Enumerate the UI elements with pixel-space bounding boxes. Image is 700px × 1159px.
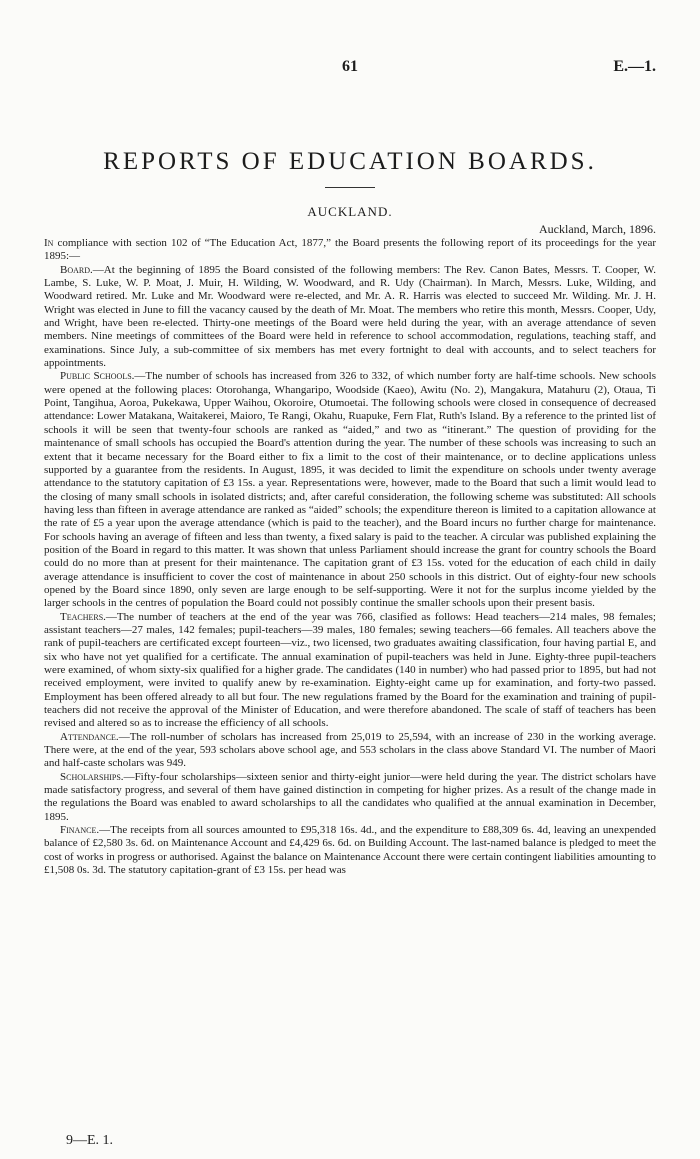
paragraph-heading: Teachers. [60, 610, 106, 623]
paragraph-scholarships [44, 771, 656, 824]
paragraph-text: —At the beginning of 1895 the Board consisted of the following members: The Rev. Canon Bates, Messrs. T. Cooper, W. Lambe, S. Luke, W. P. Moat, J. Muir, H. Wilding, W. Woodward, and R. Udy (Chairman). In March, Messrs. Luke, Wilding, and Woodward retired. Mr. Luke and Mr. Woodward were re-elected, and Mr. A. R. Harris was elected to succeed Mr. Wilding. Mr. J. H. Wright was elected in June to fill the vacancy caused by the death of Mr. Moat. The members who retire this month, Messrs. Cooper, Udy, and Wright, have been re-elected. Thirty-one meetings of the Board were held during the year, with an average attendance of seven members. Nine meetings of committees of the Board were held in reference to school accommodation, regulations, teaching staff, and examinations. Since July, a sub-committee of six members has met every fortnight to deal with accounts, and to select teachers for appointments. [44, 263, 656, 370]
paragraph-heading: Scholarships. [60, 770, 124, 783]
paragraph-heading: Board. [60, 263, 93, 276]
intro-paragraph [44, 237, 656, 264]
section-title: AUCKLAND. [307, 204, 393, 219]
paragraph-text: —The roll-number of scholars has increased from 25,019 to 25,594, with an increase of 230 in the working average. There were, at the end of the year, 593 scholars above school age, and 553 scholars in the class above Standard VI. The number of Maori and half-caste scholars was 949. [44, 730, 656, 770]
dateline: Auckland, March, 1896. [539, 222, 656, 236]
title-rule [325, 187, 375, 188]
paragraph-public-schools [44, 370, 656, 610]
paragraph-text: —The number of teachers at the end of the year was 766, clasified as follows: Head teachers—214 males, 98 females; assistant teachers—27 males, 142 females; pupil-teachers—39 males, 180 females; sewing teachers—66 females. All teachers above the rank of pupil-teachers are certificated except fourteen—viz., two licensed, two graduates awaiting classification, four having partial E, and six who have not yet qualified for a certificate. The annual examination of pupil-teachers was held in June. Eighty-three pupil-teachers were examined, of whom sixty-six qualified for a higher grade. The candidates (140 in number) who had passed prior to 1895, but had not received employment, were invited to qualify anew by re-examination. Eighty-eight came up for examination, and forty-two passed. Employment has been offered already to all but four. The new regulations framed by the Board for the examination and training of pupil-teachers did not receive the approval of the Minister of Education, and were therefore abandoned. The scale of staff of teachers has been revised and altered so as to increase the efficiency of all schools. [44, 610, 656, 730]
page-title: REPORTS OF EDUCATION BOARDS. [103, 148, 597, 175]
paragraph-text: —The receipts from all sources amounted to £95,318 16s. 4d., and the expenditure to £88,309 6s. 4d, leaving an unexpended balance of £2,580 3s. 6d. on Maintenance Account and £4,429 6s. 6d. on Building Account. The last-named balance is pledged to meet the cost of works in progress or authorised. Against the balance on Maintenance Account there were certain contingent liabilities amounting to £1,508 0s. 3d. The statutory capitation-grant of £3 15s. per head was [44, 824, 656, 877]
intro-lead: In [44, 237, 54, 249]
paragraph-attendance [44, 731, 656, 771]
paragraph-finance [44, 824, 656, 877]
paragraph-text: —Fifty-four scholarships—sixteen senior and thirty-eight junior—were held during the year. The district scholars have made satisfactory progress, and several of them have gained distinction in competing for higher prizes. As a result of the change made in the regulations the Board was enabled to award scholarships to all the candidates who qualified at the annual examination in December, 1895. [44, 770, 656, 823]
paragraph-text: —The number of schools has increased from 326 to 332, of which number forty are half-time schools. New schools were opened at the following places: Otorohanga, Whangaripo, Woodside (Kaeo), Awitu (No. 2), Mangakura, Matahuru (2), Otaua, Ti Point, Tangihua, Aoroa, Pukekawa, Upper Waihou, Okoroire, Otumoetai. The following schools were closed in consequence of decreased attendance: Lower Matakana, Waitakerei, Maioro, Te Rangi, Okahu, Ruapuke, Fern Flat, Ruth's Island. By a reference to the printed list of schools it will be seen that twenty-four schools are ranked as “aided,” and two as “itinerant.” The question of providing for the maintenance of small schools has occupied the Board's attention during the year. The number of these schools was increasing to such an extent that it became necessary for the Board either to fix a limit to the cost of their maintenance, or to decline applications unless supported by a guarantee from the residents. In August, 1895, it was decided to limit the expenditure on schools under twenty average attendance to the statutory capitation of £3 15s. a year. Representations were, however, made to the Board that such a limit would lead to the closing of many small schools in isolated districts; and, after careful consideration, the following scheme was substituted: All schools having less than fifteen in average attendance are ranked as “aided” schools; the expenditure thereon is limited to a capitation allowance at the rate of £5 a year upon the average attendance (which is paid to the teacher), and the Board incurs no further charge for maintenance. For schools having an average of fifteen and less than twenty, a fixed salary is paid to the teacher. A circular was published explaining the position of the Board in regard to this matter. It was shown that unless Parliament should increase the grant for country schools the Board could do no more than at present for their maintenance. The capitation grant of £3 15s. voted for the education of each child in daily average attendance is insufficient to cover the cost of maintenance in about 250 schools in this district. Out of eighty-four new schools opened by the Board since 1890, only seven are large enough to be self-supporting. Were it not for the surplus income yielded by the larger schools in the centres of population the Board could not possibly continue the smaller schools upon their present basis. [44, 370, 656, 610]
page-header [0, 58, 700, 82]
paragraph-heading: Finance. [60, 824, 100, 837]
paragraph-heading: Attendance. [60, 730, 119, 743]
signature-mark: 9—E. 1. [66, 1133, 114, 1148]
document-reference: E.—1. [613, 58, 656, 75]
report-body [44, 237, 656, 878]
page-number: 61 [342, 58, 358, 75]
intro-text: compliance with section 102 of “The Education Act, 1877,” the Board presents the following report of its proceedings for the year 1895:— [44, 237, 656, 263]
paragraph-teachers [44, 611, 656, 731]
paragraph-board [44, 264, 656, 371]
paragraph-heading: Public Schools. [60, 370, 135, 383]
